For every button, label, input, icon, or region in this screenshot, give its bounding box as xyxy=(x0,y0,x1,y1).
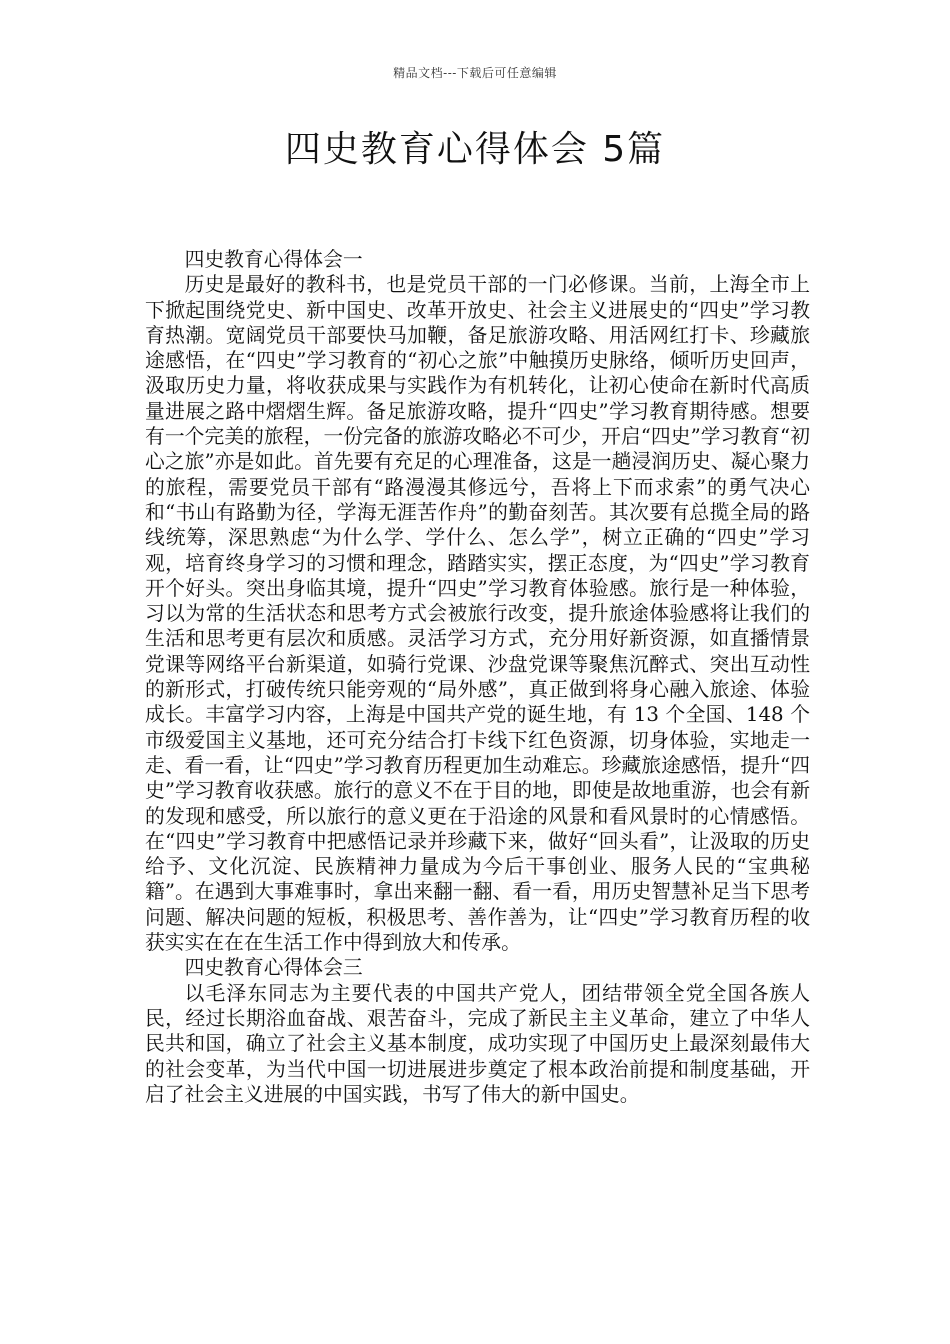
document-body xyxy=(145,247,810,1107)
section-heading-1: 四史教育心得体会一 xyxy=(184,248,363,271)
header-note: 精品文档---下载后可任意编辑 xyxy=(393,66,557,80)
document-title: 四史教育心得体会 5篇 xyxy=(284,129,666,170)
section-paragraph-1: 历史是最好的教科书，也是党员干部的一门必修课。当前，上海全市上下掀起围绕党史、新中国史、改革开放史、社会主义进展史的“四史”学习教育热潮。宽阔党员干部要快马加鞭，备足旅游攻略、用活网红打卡、珍藏旅途感悟，在“四史”学习教育的“初心之旅”中触摸历史脉络，倾听历史回声，汲取历史力量，将收获成果与实践作为有机转化，让初心使命在新时代高质量进展之路中熠熠生辉。备足旅游攻略，提升“四史”学习教育期待感。想要有一个完美的旅程，一份完备的旅游攻略必不可少，开启“四史”学习教育“初心之旅”亦是如此。首先要有充足的心理准备，这是一趟浸润历史、凝心聚力的旅程，需要党员干部有“路漫漫其修远兮，吾将上下而求索”的勇气决心和“书山有路勤为径，学海无涯苦作舟”的勤奋刻苦。其次要有总揽全局的路线统筹，深思熟虑“为什么学、学什么、怎么学”，树立正确的“四史”学习观，培育终身学习的习惯和理念，踏踏实实，摆正态度，为“四史”学习教育开个好头。突出身临其境，提升“四史”学习教育体验感。旅行是一种体验，习以为常的生活状态和思考方式会被旅行改变，提升旅途体验感将让我们的生活和思考更有层次和质感。灵活学习方式，充分用好新资源，如直播情景党课等网络平台新渠道，如骑行党课、沙盘党课等聚焦沉醉式、突出互动性的新形式，打破传统只能旁观的“局外感”，真正做到将身心融入旅途、体验成长。丰富学习内容，上海是中国共产党的诞生地，有 13 个全国、148 个市级爱国主义基地，还可充分结合打卡线下红色资源，切身体验，实地走一走、看一看，让“四史”学习教育历程更加生动难忘。珍藏旅途感悟，提升“四史”学习教育收获感。旅行的意义不在于目的地，即使是故地重游，也会有新的发现和感受，所以旅行的意义更在于沿途的风景和看风景时的心情感悟。在“四史”学习教育中把感悟记录并珍藏下来，做好“回头看”，让汲取的历史给予、文化沉淀、民族精神力量成为今后干事创业、服务人民的“宝典秘籍”。在遇到大事难事时，拿出来翻一翻、看一看，用历史智慧补足当下思考问题、解决问题的短板，积极思考、善作善为，让“四史”学习教育历程的收获实实在在在生活工作中得到放大和传承。 xyxy=(145,273,810,955)
section-paragraph-3: 以毛泽东同志为主要代表的中国共产党人，团结带领全党全国各族人民，经过长期浴血奋战、艰苦奋斗，完成了新民主主义革命，建立了中华人民共和国，确立了社会主义基本制度，成功实现了中国历史上最深刻最伟大的社会变革，为当代中国一切进展进步奠定了根本政治前提和制度基础，开启了社会主义进展的中国实践，书写了伟大的新中国史。 xyxy=(145,981,810,1106)
section-heading-3: 四史教育心得体会三 xyxy=(184,956,363,980)
